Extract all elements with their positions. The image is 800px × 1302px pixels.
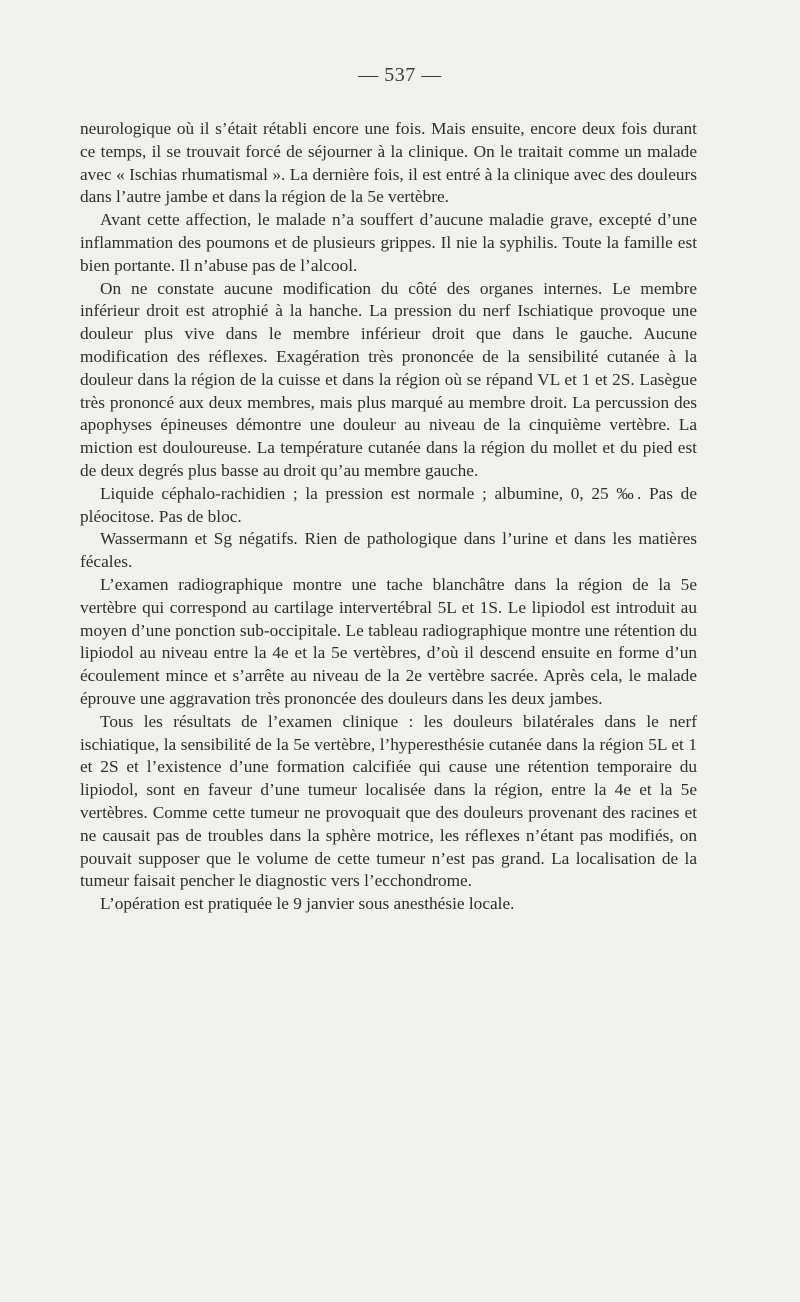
paragraph: Liquide céphalo-rachidien ; la pression est normale ; albumine, 0, 25 ‰. Pas de pléocitose. Pas de bloc.: [80, 483, 697, 526]
page-number: — 537 —: [358, 64, 442, 86]
paragraph: Tous les résultats de l’examen clinique : les douleurs bilatérales dans le nerf ischiatique, la sensibilité de la 5e vertèbre, l’hyperesthésie cutanée dans la région 5L et 1 et 2S et l’existence d’une formation calcifiée qui cause une rétention temporaire du lipiodol, sont en faveur d’une tumeur localisée dans la région, entre la 4e et la 5e vertèbres. Comme cette tumeur ne provoquait que des douleurs provenant des racines et ne causait pas de troubles dans la sphère motrice, les réflexes n’étant pas modifiés, on pouvait supposer que le volume de cette tumeur n’est pas grand. La localisation de la tumeur faisait pencher le diagnostic vers l’ecchondrome.: [80, 711, 697, 891]
paragraph: neurologique où il s’était rétabli encore une fois. Mais ensuite, encore deux fois durant ce temps, il se trouvait forcé de séjourner à la clinique. On le traitait comme un malade avec « Ischias rhumatismal ». La dernière fois, il est entré à la clinique avec des douleurs dans l’autre jambe et dans la région de la 5e vertèbre.: [80, 119, 697, 207]
paragraph: Wassermann et Sg négatifs. Rien de pathologique dans l’urine et dans les matières fécales.: [80, 529, 697, 572]
body-text: [80, 118, 697, 916]
paragraph: On ne constate aucune modification du côté des organes internes. Le membre inférieur droit est atrophié à la hanche. La pression du nerf Ischiatique provoque une douleur plus vive dans le membre inférieur droit que dans le gauche. Aucune modification des réflexes. Exagération très prononcée de la sensibilité cutanée à la douleur dans la région de la cuisse et dans la région où se répand VL et 1 et 2S. Lasègue très prononcé aux deux membres, mais plus marqué au membre droit. La percussion des apophyses épineuses démontre une douleur au niveau de la cinquième vertèbre. La miction est douloureuse. La température cutanée dans la région du mollet et du pied est de deux degrés plus basse au droit qu’au membre gauche.: [80, 278, 697, 480]
paragraph: Avant cette affection, le malade n’a souffert d’aucune maladie grave, excepté d’une inflammation des poumons et de plusieurs grippes. Il nie la syphilis. Toute la famille est bien portante. Il n’abuse pas de l’alcool.: [80, 210, 697, 275]
paragraph: L’opération est pratiquée le 9 janvier sous anesthésie locale.: [100, 894, 515, 914]
paragraph: L’examen radiographique montre une tache blanchâtre dans la région de la 5e vertèbre qui correspond au cartilage intervertébral 5L et 1S. Le lipiodol est introduit au moyen d’une ponction sub-occipitale. Le tableau radiographique montre une rétention du lipiodol au niveau entre la 4e et la 5e vertèbres, d’où il descend ensuite en forme d’un écoulement mince et s’arrête au niveau de la 2e vertèbre sacrée. Après cela, le malade éprouve une aggravation très prononcée des douleurs dans les deux jambes.: [80, 574, 697, 708]
